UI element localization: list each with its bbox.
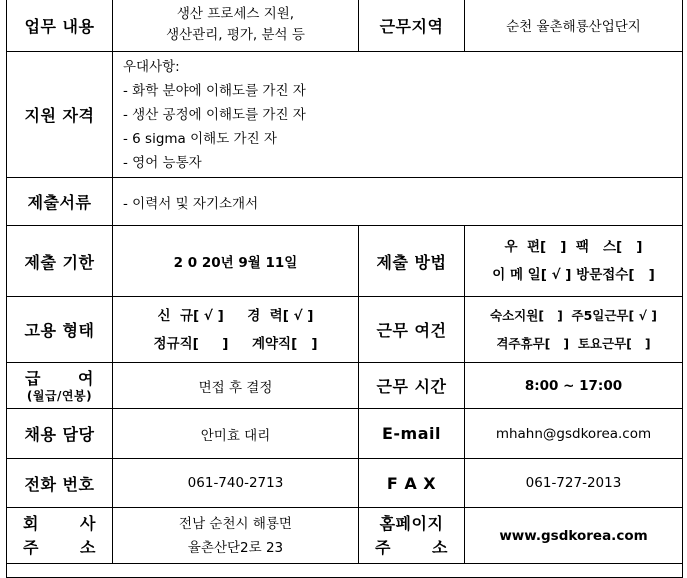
row-documents — [7, 178, 683, 226]
row-contact — [7, 409, 683, 459]
email-value: mhahn@gsdkorea.com — [465, 409, 683, 459]
row-salary — [7, 363, 683, 409]
documents-label: 제출서류 — [7, 178, 113, 226]
qualification-line-2: - 화학 분야에 이해도를 가진 자 — [123, 82, 306, 99]
fax-label: F A X — [359, 459, 465, 508]
work-hours-label: 근무 시간 — [359, 363, 465, 409]
duty-label: 업무 내용 — [7, 0, 113, 52]
submission-method-line-1: 우 편[ ] 팩 스[ ] — [504, 239, 643, 255]
employment-type-options — [113, 297, 359, 363]
homepage-label — [359, 508, 465, 564]
submission-method-line-2: 이 메 일[ √ ] 방문접수[ ] — [492, 267, 655, 283]
company-address-line-1: 전남 순천시 해룡면 — [179, 515, 292, 532]
work-hours-value: 8:00 ~ 17:00 — [465, 363, 683, 409]
qualification-line-3: - 생산 공정에 이해도를 가진 자 — [123, 106, 306, 123]
row-address — [7, 508, 683, 564]
work-location-label: 근무지역 — [359, 0, 465, 52]
work-location-value: 순천 율촌해룡산업단지 — [465, 0, 683, 52]
work-conditions-label: 근무 여건 — [359, 297, 465, 363]
homepage-label-line-1: 홈페이지 — [379, 513, 444, 533]
company-address-label-char-1: 회 — [23, 513, 39, 533]
salary-value: 면접 후 결정 — [113, 363, 359, 409]
work-conditions-options — [465, 297, 683, 363]
row-qualification — [7, 52, 683, 178]
homepage-label-char-1: 주 — [375, 537, 391, 557]
employment-type-label: 고용 형태 — [7, 297, 113, 363]
row-employment — [7, 297, 683, 363]
company-address-label — [7, 508, 113, 564]
row-duty — [7, 0, 683, 52]
salary-label-char-2: 여 — [78, 368, 94, 388]
qualification-label: 지원 자격 — [7, 52, 113, 178]
row-deadline — [7, 226, 683, 297]
qualification-value — [113, 52, 683, 178]
phone-value: 061-740-2713 — [113, 459, 359, 508]
submission-method-label: 제출 방법 — [359, 226, 465, 297]
recruiter-label: 채용 담당 — [7, 409, 113, 459]
duty-value-line-1: 생산 프로세스 지원, — [176, 6, 295, 22]
deadline-label: 제출 기한 — [7, 226, 113, 297]
homepage-label-char-2: 소 — [432, 537, 448, 557]
documents-value: - 이력서 및 자기소개서 — [113, 178, 683, 226]
salary-label — [7, 363, 113, 409]
qualification-line-4: - 6 sigma 이해도 가진 자 — [123, 130, 277, 147]
row-phone — [7, 459, 683, 508]
deadline-value: 2 0 20년 9월 11일 — [113, 226, 359, 297]
submission-method-options — [465, 226, 683, 297]
duty-value — [113, 0, 359, 52]
phone-label: 전화 번호 — [7, 459, 113, 508]
homepage-value[interactable]: www.gsdkorea.com — [465, 508, 683, 564]
job-posting-table — [6, 0, 683, 578]
work-conditions-line-2: 격주휴무[ ] 토요근무[ ] — [496, 335, 651, 351]
employment-type-line-1: 신 규[ √ ] 경 력[ √ ] — [157, 307, 314, 324]
email-label: E-mail — [359, 409, 465, 459]
company-address-value — [113, 508, 359, 564]
salary-label-char-1: 급 — [25, 368, 41, 388]
qualification-line-5: - 영어 능통자 — [123, 154, 202, 171]
work-conditions-line-1: 숙소지원[ ] 주5일근무[ √ ] — [490, 307, 657, 323]
company-address-label-char-2: 사 — [80, 513, 96, 533]
recruiter-value: 안미효 대리 — [113, 409, 359, 459]
company-address-line-2: 율촌산단2로 23 — [187, 539, 284, 556]
fax-value: 061-727-2013 — [465, 459, 683, 508]
qualification-line-1: 우대사항: — [123, 58, 180, 75]
company-address-label-char-4: 소 — [80, 537, 96, 557]
salary-label-sub: (월급/연봉) — [26, 388, 93, 403]
company-address-label-char-3: 주 — [23, 537, 39, 557]
employment-type-line-2: 정규직[ ] 계약직[ ] — [153, 335, 318, 352]
duty-value-line-2: 생산관리, 평가, 분석 등 — [166, 27, 305, 43]
